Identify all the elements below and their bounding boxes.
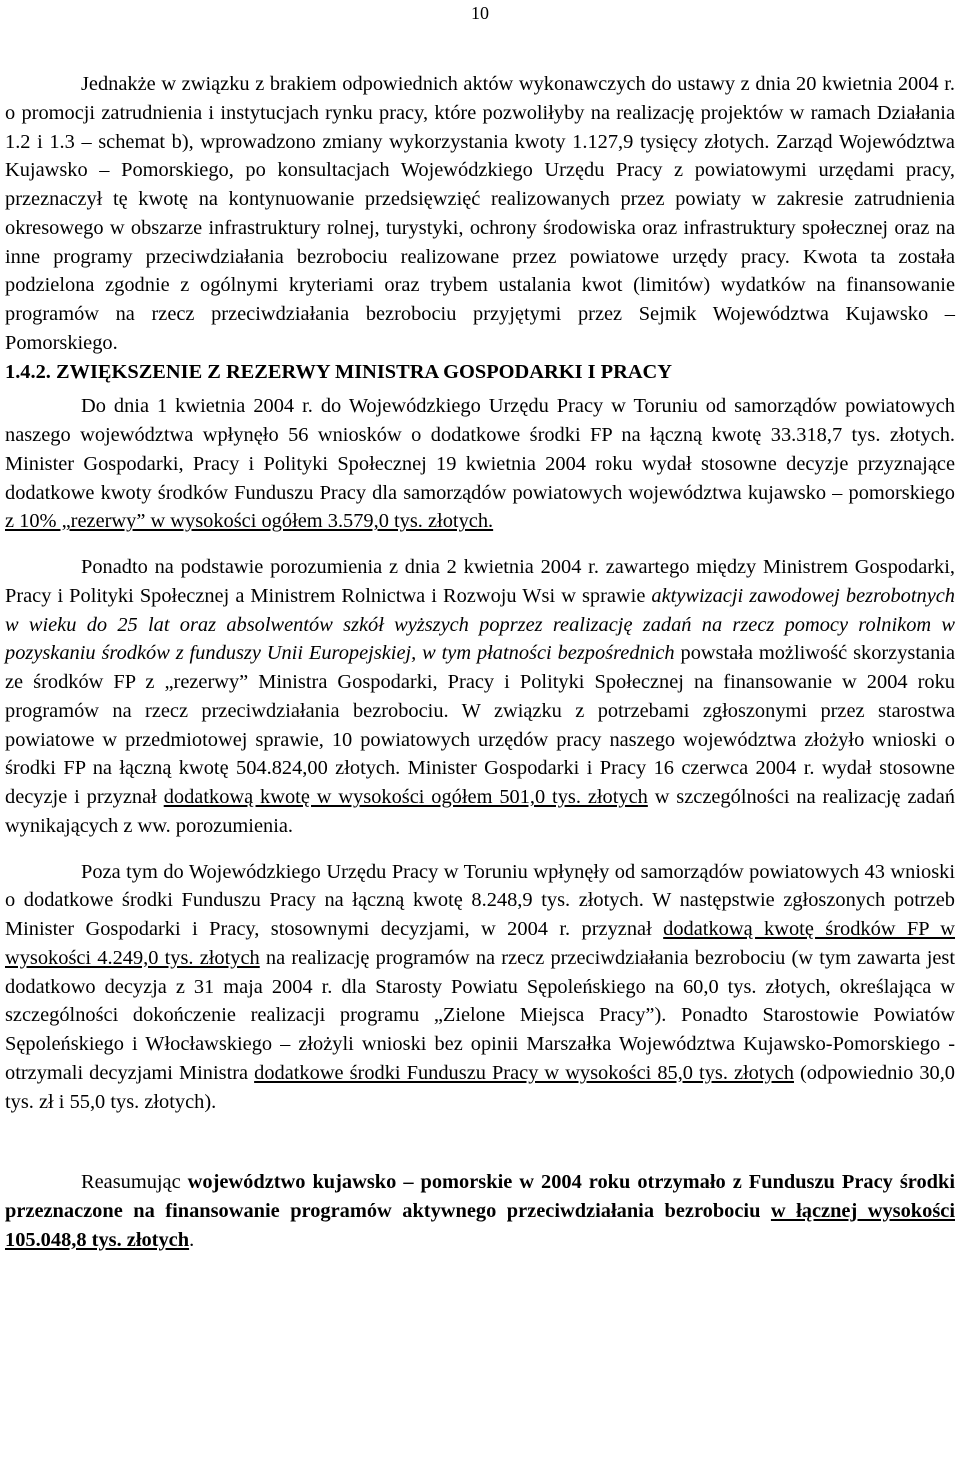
document-body xyxy=(5,70,955,1255)
paragraph-reserve-allocation xyxy=(5,392,955,536)
requests-amount-underlined-1: dodatkową kwotę środków FP w wysokości 4.249,0 tys. złotych xyxy=(5,918,955,969)
summary-text-a: Reasumując xyxy=(81,1171,188,1194)
agreement-text-b: powstała możliwość skorzystania ze środków FP z „rezerwy” Ministra Gospodarki, Pracy i Polityki Społecznej na finansowanie w 2004 roku programów na rzecz przeciwdziałania bezrobociu. W związku z potrzebami zgłoszonymi przez starostwa powiatowe w przedmiotowej sprawie, 10 powiatowych urzędów pracy naszego województwa złożyło wnioski o środki FP na łączną kwotę 504.824,00 złotych. Minister Gospodarki i Pracy 16 czerwca 2004 r. wydał stosowne decyzje i przyznał xyxy=(5,642,955,808)
requests-amount-underlined-2: dodatkowe środki Funduszu Pracy w wysokości 85,0 tys. złotych xyxy=(254,1061,794,1084)
paragraph-summary xyxy=(5,1168,955,1254)
agreement-title-italic: aktywizacji zawodowej bezrobotnych w wieku do 25 lat oraz absolwentów szkół wyższych poprzez realizację zadań na rzecz pomocy rolnikom w pozyskaniu środków z funduszy Unii Europejskiej, w tym płatności bezpośrednich xyxy=(5,584,955,665)
summary-bold: województwo kujawsko – pomorskie w 2004 roku otrzymało z Funduszu Pracy środki przeznaczone na finansowanie programów aktywnego przeciwdziałania bezrobociu xyxy=(5,1171,955,1222)
section-heading: 1.4.2. ZWIĘKSZENIE Z REZERWY MINISTRA GOSPODARKI I PRACY xyxy=(5,360,672,383)
paragraph-changes xyxy=(5,70,955,358)
agreement-text-c: w szczególności na realizację zadań wynikających z ww. porozumienia. xyxy=(5,786,955,837)
requests-text-a: Poza tym do Wojewódzkiego Urzędu Pracy w Toruniu wpłynęły od samorządów powiatowych 43 wnioski o dodatkowe środki Funduszu Pracy na łączną kwotę 8.248,9 tys. złotych. W następstwie zgłoszonych potrzeb Minister Gospodarki i Pracy, stosownymi decyzjami, w 2004 r. przyznał xyxy=(5,860,955,940)
summary-end: . xyxy=(189,1228,195,1251)
page-number: 10 xyxy=(471,3,489,23)
requests-text-b: na realizację programów na rzecz przeciwdziałania bezrobociu (w tym zawarta jest dodatkowo decyzja z 31 maja 2004 r. dla Starosty Powiatu Sępoleńskiego na 60,0 tys. złotych, określająca w szczególności dokończenie realizacji programu „Zielone Miejsca Pracy”). Ponadto Starostowie Powiatów Sępoleńskiego i Włocławskiego – złożyli wnioski bez opinii Marszałka Województwa Kujawsko-Pomorskiego - otrzymali decyzjami Ministra xyxy=(5,946,956,1084)
paragraph-reserve-text: Do dnia 1 kwietnia 2004 r. do Wojewódzkiego Urzędu Pracy w Toruniu od samorządów powiatowych naszego województwa wpłynęło 56 wniosków o dodatkowe środki FP na łączną kwotę 33.318,7 tys. złotych. Minister Gospodarki, Pracy i Polityki Społecznej 19 kwietnia 2004 roku wydał stosowne decyzje przyznające dodatkowe kwoty środków Funduszu Pracy dla samorządów powiatowych województwa kujawsko – pomorskiego xyxy=(5,395,955,504)
agreement-text-a: Ponadto na podstawie porozumienia z dnia 2 kwietnia 2004 r. zawartego między Ministrem Gospodarki, Pracy i Polityki Społecznej a Ministrem Rolnictwa i Rozwoju Wsi w sprawie xyxy=(5,556,955,607)
paragraph-additional-requests xyxy=(5,858,955,1117)
summary-total-underlined: w łącznej wysokości 105.048,8 tys. złotych xyxy=(5,1200,955,1251)
agreement-amount-underlined: dodatkową kwotę w wysokości ogółem 501,0 tys. złotych xyxy=(163,786,648,808)
reserve-amount-underlined: z 10% „rezerwy” w wysokości ogółem 3.579,0 tys. złotych. xyxy=(5,510,494,533)
paragraph-agreement xyxy=(5,553,955,841)
requests-text-c: (odpowiednio 30,0 tys. zł i 55,0 tys. złotych). xyxy=(5,1061,955,1113)
paragraph-changes-text: Jednakże w związku z brakiem odpowiednich aktów wykonawczych do ustawy z dnia 20 kwietnia 2004 r. o promocji zatrudnienia i instytucjach rynku pracy, które pozwoliłyby na realizację projektów w ramach Działania 1.2 i 1.3 – schemat b), wprowadzono zmiany wykorzystania kwoty 1.127,9 tysięcy złotych. Zarząd Województwa Kujawsko – Pomorskiego, po konsultacjach Wojewódzkiego Urzędu Pracy z powiatowymi urzędami pracy, przeznaczył tę kwotę na kontynuowanie przedsięwzięć realizowanych przez powiaty w zakresie zatrudnienia okresowego w obszarze infrastruktury rolnej, turystyki, ochrony środowiska oraz infrastruktury społecznej oraz na inne programy przeciwdziałania bezrobociu realizowane przez powiatowe urzędy pracy. Kwota ta została podzielona zgodnie z ogólnymi kryteriami oraz trybem ustalania kwot (limitów) wydatków na finansowanie programów na rzecz przeciwdziałania bezrobociu przyjętymi przez Sejmik Województwa Kujawsko – Pomorskiego. xyxy=(5,73,955,354)
